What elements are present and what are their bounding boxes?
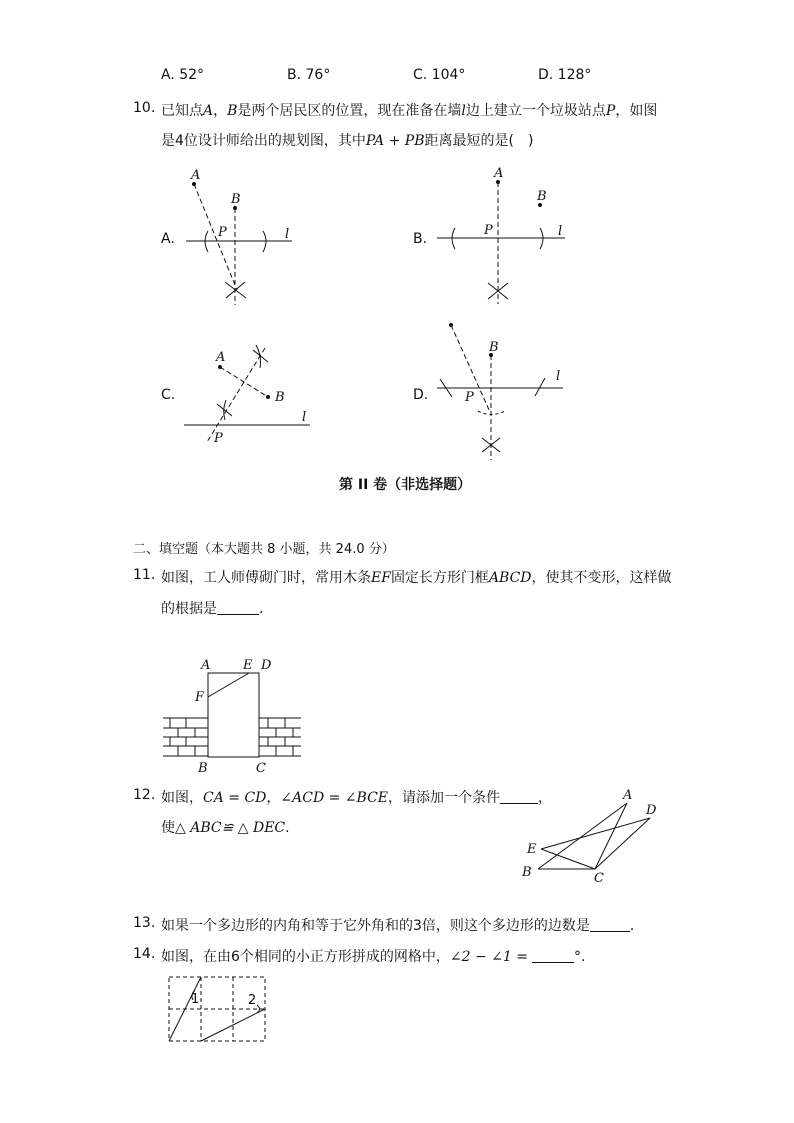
q9-option-d: D. 128° [538, 67, 592, 83]
q10d-line-l: l [556, 369, 561, 384]
q10-option-a-label: A. [161, 231, 175, 247]
q10c-line-l: l [302, 410, 307, 425]
q9-option-c: C. 104° [413, 67, 466, 83]
section-two-heading: 二、填空题（本大题共 8 小题，共 24.0 分） [133, 542, 395, 557]
q10-line1: 已知点A，B是两个居民区的位置，现在准备在墙l边上建立一个垃圾站点P，如图 [161, 103, 658, 119]
q12-label-c: C [594, 871, 604, 886]
q10-number: 10. [133, 100, 156, 116]
q10b-point-p: P [484, 223, 493, 238]
q12-label-a: A [623, 788, 633, 803]
q11-label-a: A [201, 658, 211, 673]
q12-label-d: D [646, 803, 657, 818]
q10d-point-p: P [465, 390, 474, 405]
q11-label-e: E [243, 658, 253, 673]
q10c-point-b: B [275, 390, 285, 405]
q11-number: 11. [133, 567, 156, 583]
q10-option-d-label: D. [413, 387, 429, 403]
q13-line: 如果一个多边形的内角和等于它外角和的3倍，则这个多边形的边数是 ． [161, 918, 644, 934]
part-two-title: 第 II 卷（非选择题） [339, 477, 472, 493]
q12-number: 12. [133, 787, 156, 803]
q14-number: 14. [133, 946, 156, 962]
q10b-point-a: A [494, 166, 504, 181]
q12-label-b: B [522, 865, 532, 880]
q12-label-e: E [527, 842, 537, 857]
q11-label-d: D [261, 658, 272, 673]
q14-angle-1-label: 1 [191, 992, 200, 1007]
q12-line2: 使△ ABC≌ △ DEC. [161, 820, 290, 836]
q10-option-b-label: B. [413, 231, 428, 247]
q14-angle-2-label: 2 [248, 993, 257, 1008]
q10d-point-b: B [489, 340, 499, 355]
q12-line1: 如图，CA = CD，∠ACD = ∠BCE，请添加一个条件 ， [161, 790, 553, 806]
q10b-point-b: B [537, 189, 547, 204]
q13-number: 13. [133, 915, 156, 931]
q11-label-f: F [195, 690, 205, 705]
q10a-point-a: A [191, 168, 201, 183]
q11-label-c: C [256, 761, 266, 776]
q10b-line-l: l [558, 224, 563, 239]
q11-label-b: B [198, 761, 208, 776]
q11-line1: 如图，工人师傅砌门时，常用木条EF固定长方形门框ABCD，使其不变形，这样做 [161, 570, 672, 586]
q11-line2: 的根据是 ． [161, 601, 273, 617]
q9-option-b: B. 76° [287, 67, 331, 83]
q10a-point-p: P [218, 225, 227, 240]
q10c-point-a: A [216, 350, 226, 365]
q9-option-a: A. 52° [161, 67, 205, 83]
q10c-point-p: P [214, 431, 223, 446]
q10-option-c-label: C. [161, 387, 176, 403]
q10-line2: 是4位设计师给出的规划图，其中PA + PB距离最短的是( ) [161, 133, 534, 149]
q10a-line-l: l [285, 227, 290, 242]
q10a-point-b: B [231, 192, 241, 207]
q14-line: 如图，在由6个相同的小正方形拼成的网格中，∠2 − ∠1 = °. [161, 949, 586, 965]
